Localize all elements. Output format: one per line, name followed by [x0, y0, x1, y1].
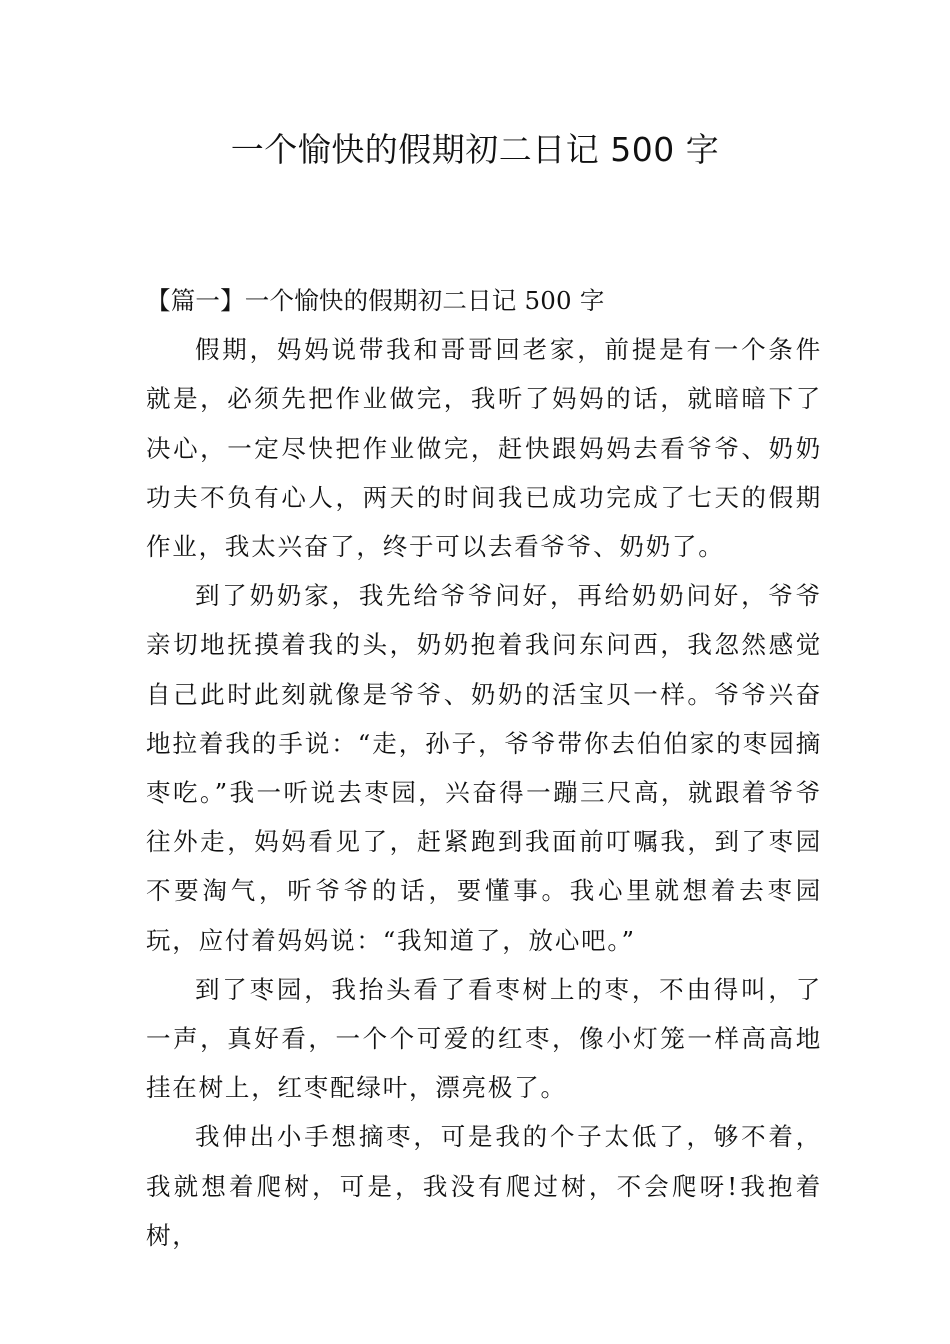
paragraph-4: 我伸出小手想摘枣，可是我的个子太低了，够不着，我就想着爬树，可是，我没有爬过树，不会爬呀!我抱着树，	[146, 1122, 822, 1250]
section-heading: 【篇一】一个愉快的假期初二日记 500 字	[146, 286, 605, 315]
paragraph-2: 到了奶奶家，我先给爷爷问好，再给奶奶问好，爷爷亲切地抚摸着我的头，奶奶抱着我问东问西，我忽然感觉自己此时此刻就像是爷爷、奶奶的活宝贝一样。爷爷兴奋地拉着我的手说：“走，孙子，爷爷带你去伯伯家的枣园摘枣吃。”我一听说去枣园，兴奋得一蹦三尺高，就跟着爷爷往外走，妈妈看见了，赶紧跑到我面前叮嘱我，到了枣园不要淘气，听爷爷的话，要懂事。我心里就想着去枣园玩，应付着妈妈说：“我知道了，放心吧。”	[146, 581, 822, 955]
paragraph-3: 到了枣园，我抬头看了看枣树上的枣，不由得叫，了一声，真好看，一个个可爱的红枣，像小灯笼一样高高地挂在树上，红枣配绿叶，漂亮极了。	[146, 974, 822, 1103]
document-body	[146, 276, 822, 1260]
document-title: 一个愉快的假期初二日记 500 字	[230, 130, 720, 169]
paragraph-1: 假期，妈妈说带我和哥哥回老家，前提是有一个条件就是，必须先把作业做完，我听了妈妈的话，就暗暗下了决心，一定尽快把作业做完，赶快跟妈妈去看爷爷、奶奶功夫不负有心人，两天的时间我已成功完成了七天的假期作业，我太兴奋了，终于可以去看爷爷、奶奶了。	[146, 335, 822, 562]
